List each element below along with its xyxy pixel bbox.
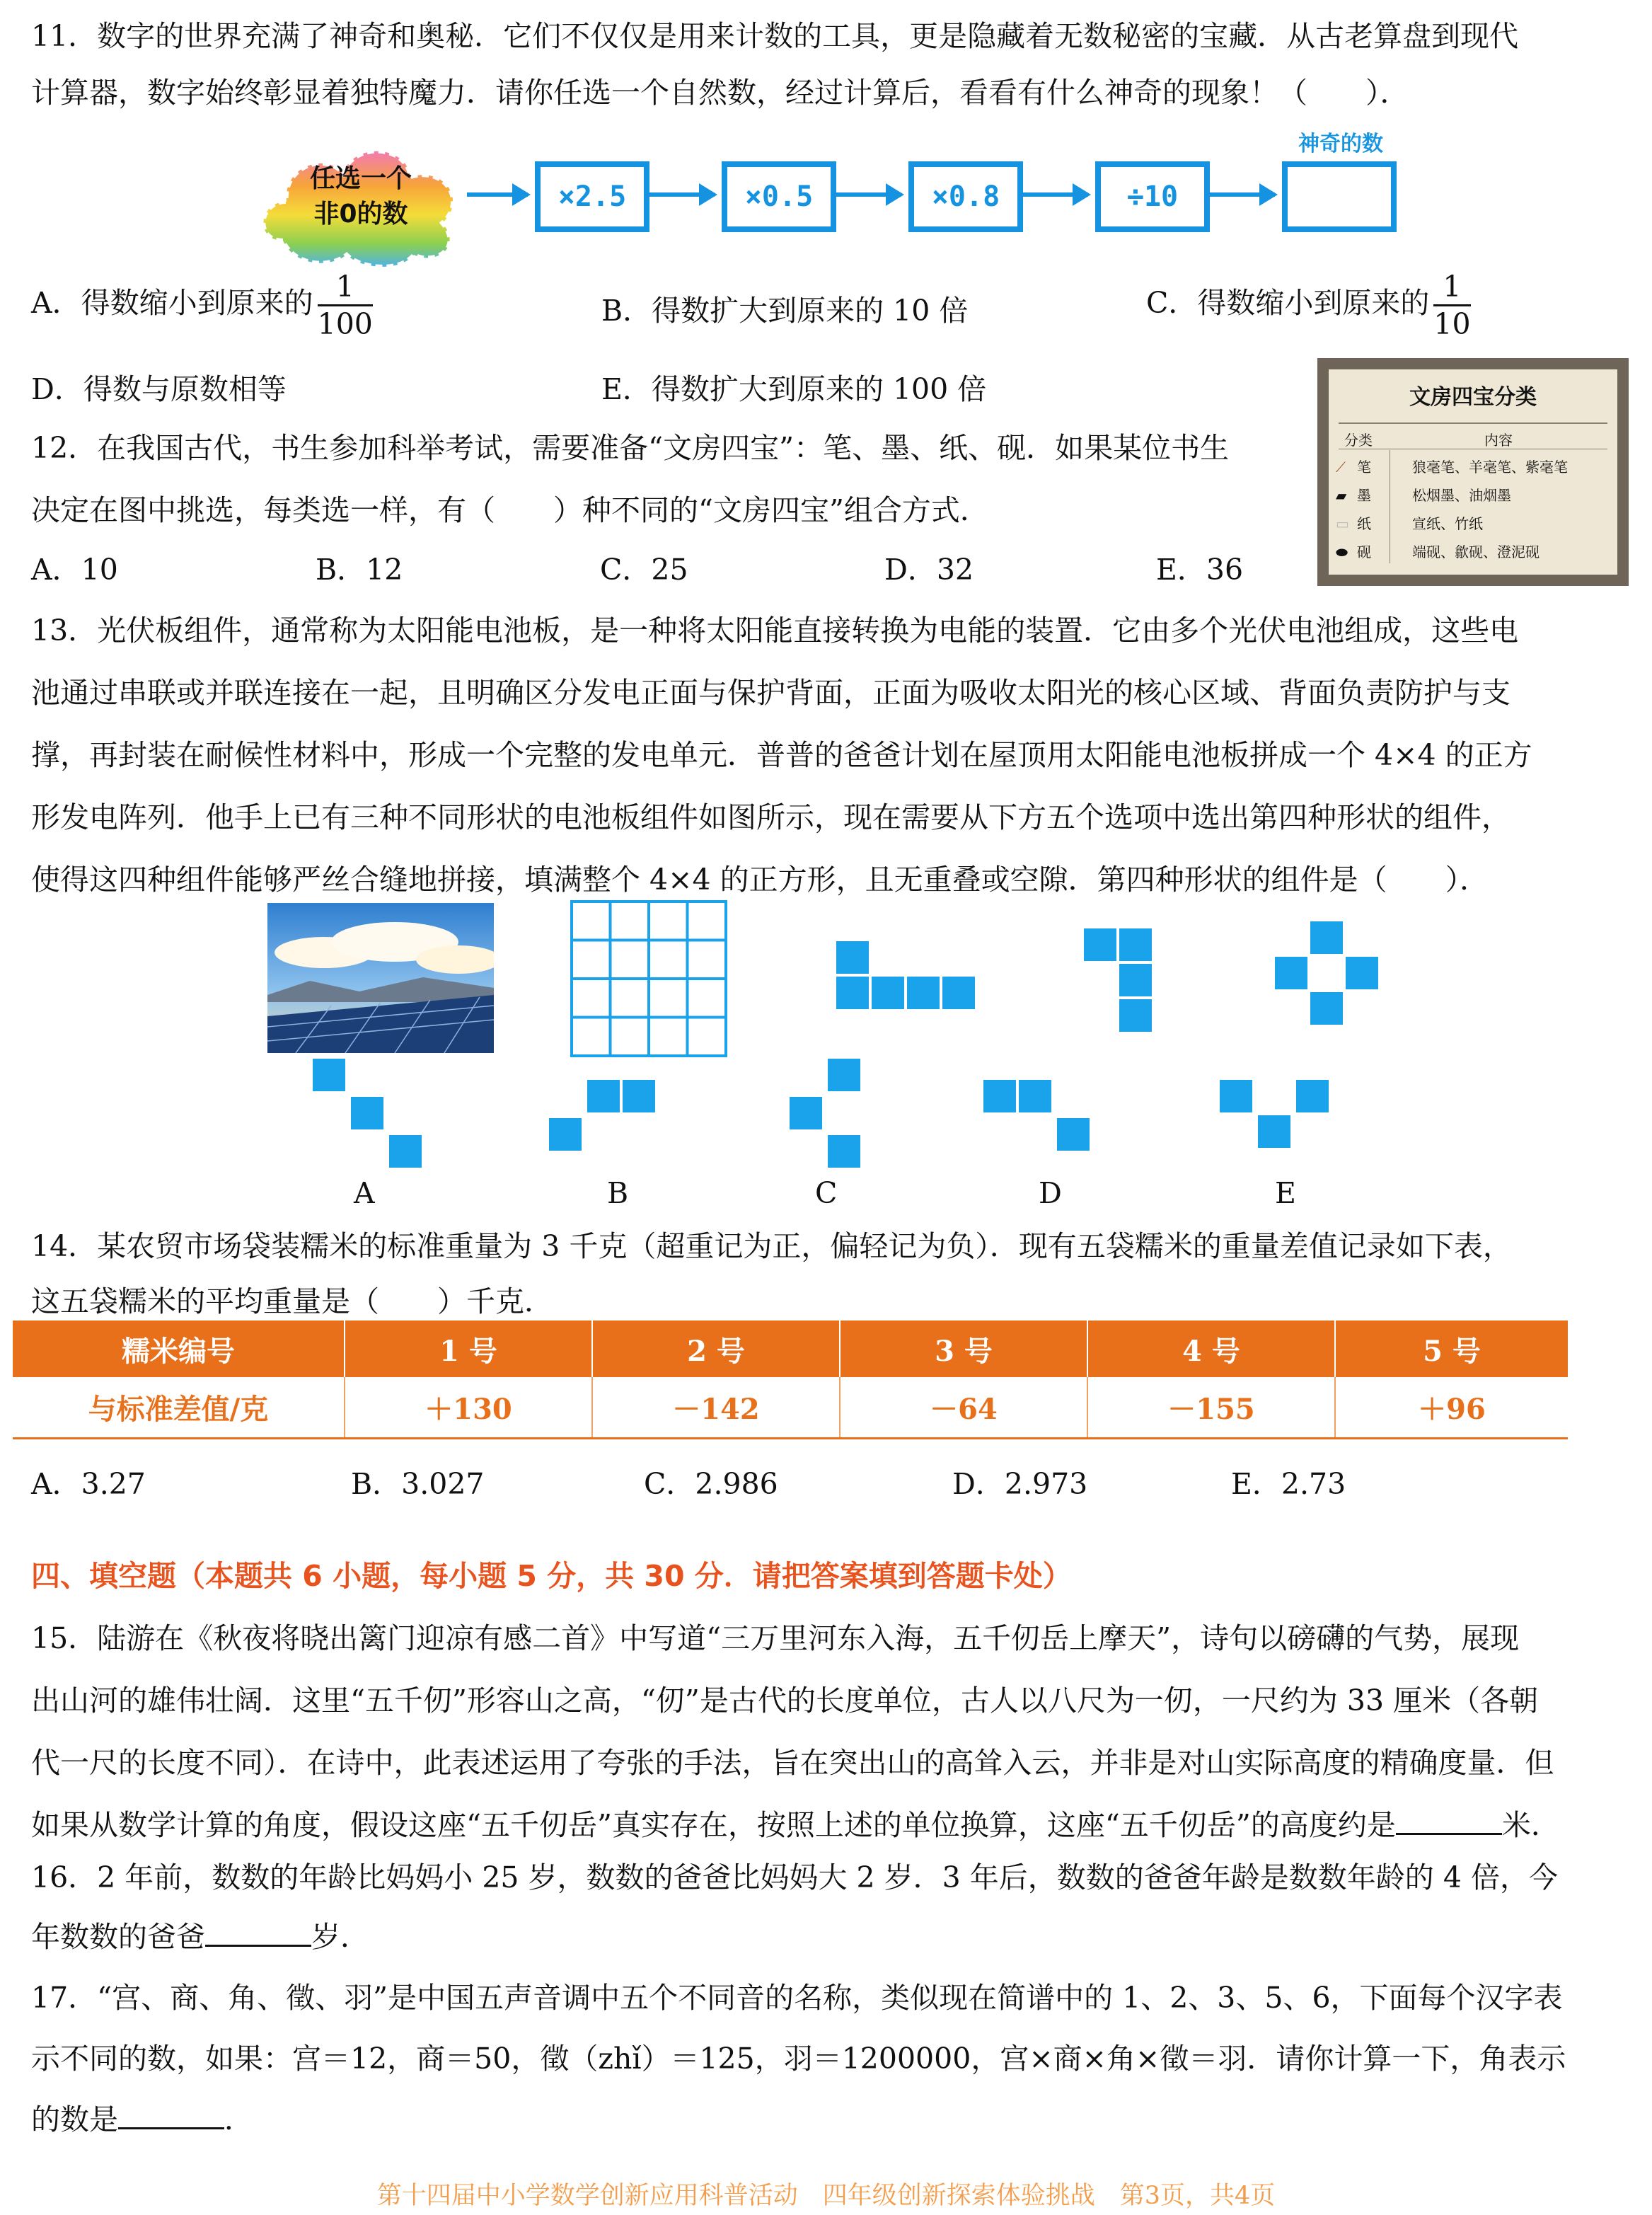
q14-option-c: C．2.986	[644, 1467, 778, 1501]
op-box-3: ×0.8	[908, 161, 1023, 232]
q12-option-d: D．32	[884, 553, 974, 587]
q11-option-c-text: C．得数缩小到原来的	[1146, 286, 1430, 320]
answer-blank[interactable]	[1396, 1807, 1502, 1835]
cloud-text-1: 任选一个	[309, 164, 412, 193]
table-header-cell: 5 号	[1423, 1334, 1481, 1368]
q11-option-a	[31, 269, 373, 342]
answer-blank[interactable]	[118, 2102, 224, 2129]
flow-arrow	[467, 192, 528, 197]
table-header-cell: 2 号	[592, 1321, 840, 1377]
card-title: 文房四宝分类	[1409, 385, 1537, 410]
q17-text-line2: 示不同的数，如果：宫＝12，商＝50，徵（zhǐ）＝125，羽＝1200000，宫×商×角×徵＝羽．请你计算一下，角表示	[31, 2042, 1566, 2076]
result-box	[1282, 161, 1397, 232]
option-shape-d[interactable]	[982, 1078, 1098, 1152]
q11-option-d: D．得数与原数相等	[31, 372, 287, 406]
option-label-a: A	[354, 1176, 375, 1210]
flow-arrow	[1023, 192, 1088, 197]
option-shape-e[interactable]	[1218, 1078, 1334, 1152]
q16-text-prefix: 年数数的爸爸	[31, 1920, 205, 1954]
card-row-ink	[1336, 484, 1511, 505]
q17-text-line3	[31, 2096, 253, 2138]
option-shape-b[interactable]	[548, 1078, 657, 1152]
given-piece-j	[1082, 927, 1156, 1036]
card-row-inkstone	[1336, 541, 1540, 561]
table-header-row	[13, 1321, 1568, 1377]
q13-text-line: 池通过串联或并联连接在一起，且明确区分发电正面与保护背面，正面为吸收太阳光的核心区域、背面负责防护与支	[31, 676, 1511, 710]
inkstone-icon: ⬬	[1336, 543, 1348, 560]
q13-text-line: 撑，再封装在耐候性材料中，形成一个完整的发电单元．普普的爸爸计划在屋顶用太阳能电池板拼成一个 4×4 的正方	[31, 738, 1532, 772]
result-label: 神奇的数	[1298, 132, 1383, 156]
flow-arrow	[1210, 192, 1275, 197]
q14-text-line2: 这五袋糯米的平均重量是（ ）千克．	[31, 1284, 553, 1318]
q14-option-d: D．2.973	[952, 1467, 1088, 1501]
q12-text-line2: 决定在图中挑选，每类选一样，有（ ）种不同的“文房四宝”组合方式．	[31, 493, 989, 527]
card-row-category: 纸	[1357, 515, 1371, 532]
option-label-b: B	[607, 1176, 629, 1210]
section-title: 四、填空题（本题共 6 小题，每小题 5 分，共 30 分．请把答案填到答题卡处）	[31, 1559, 1072, 1593]
fraction	[1433, 269, 1470, 342]
q11-option-e: E．得数扩大到原来的 100 倍	[601, 372, 987, 406]
fraction-numerator: 1	[1433, 269, 1470, 306]
table-header-cell: 3 号	[840, 1321, 1087, 1377]
card-row-brush	[1336, 456, 1568, 476]
fraction-denominator: 100	[317, 307, 373, 341]
card-row-content: 宣纸、竹纸	[1412, 515, 1483, 532]
flow-arrow	[649, 192, 715, 197]
table-cell: －155	[1087, 1377, 1335, 1438]
given-piece-l	[835, 940, 979, 1013]
option-shape-a[interactable]	[311, 1057, 420, 1170]
q13-text-line: 形发电阵列．他手上已有三种不同形状的电池板组件如图所示，现在需要从下方五个选项中选出第四种形状的组件，	[31, 800, 1511, 834]
q13-text-line: 13．光伏板组件，通常称为太阳能电池板，是一种将太阳能直接转换为电能的装置．它由多个光伏电池组成，这些电	[31, 614, 1519, 648]
card-col-content: 内容	[1484, 432, 1513, 449]
op-box-2: ×0.5	[722, 161, 836, 232]
q16-text-line1: 16．2 年前，数数的年龄比妈妈小 25 岁，数数的爸爸比妈妈大 2 岁．3 年后，数数的爸爸年龄是数数年龄的 4 倍，今	[31, 1860, 1558, 1894]
q15-text-prefix: 如果从数学计算的角度，假设这座“五千仞岳”真实存在，按照上述的单位换算，这座“五千仞岳”的高度约是	[31, 1808, 1396, 1842]
q11-text-line1: 11．数字的世界充满了神奇和奥秘．它们不仅仅是用来计数的工具，更是隐藏着无数秘密的宝藏．从古老算盘到现代	[31, 19, 1519, 53]
q16-text-suffix: 岁．	[311, 1920, 369, 1954]
q14-text-line1: 14．某农贸市场袋装糯米的标准重量为 3 千克（超重记为正，偏轻记为负）．现有五袋糯米的重量差值记录如下表，	[31, 1229, 1512, 1263]
option-label-c: C	[815, 1176, 838, 1210]
q14-option-a: A．3.27	[31, 1467, 146, 1501]
q17-text-suffix: ．	[224, 2102, 253, 2136]
q13-text-line: 使得这四种组件能够严丝合缝地拼接，填满整个 4×4 的正方形，且无重叠或空隙．第四种形状的组件是（ ）．	[31, 863, 1489, 897]
fraction	[318, 269, 373, 342]
q15-text-line: 代一尺的长度不同）．在诗中，此表述运用了夸张的手法，旨在突出山的高耸入云，并非是对山实际高度的精确度量．但	[31, 1746, 1554, 1780]
paper-icon: ▭	[1336, 515, 1349, 532]
rainbow-cloud	[255, 134, 467, 269]
card-col-category: 分类	[1344, 432, 1373, 449]
q11-option-a-text: A．得数缩小到原来的	[31, 286, 313, 320]
fraction-denominator: 10	[1433, 307, 1471, 341]
flow-arrow	[836, 192, 901, 197]
given-piece-ring	[1273, 920, 1382, 1029]
table-header-cell: 4 号	[1087, 1321, 1335, 1377]
q14-option-b: B．3.027	[351, 1467, 485, 1501]
table-row	[13, 1377, 1568, 1438]
table-header-cell: 糯米编号	[13, 1321, 345, 1377]
page-footer: 第十四届中小学数学创新应用科普活动 四年级创新探索体验挑战 第3页，共4页	[376, 2182, 1276, 2210]
card-row-category: 墨	[1357, 487, 1371, 504]
brush-icon: ⟋	[1336, 459, 1346, 476]
option-shape-c[interactable]	[788, 1057, 862, 1170]
answer-blank[interactable]	[205, 1919, 311, 1947]
table-cell: －64	[840, 1377, 1087, 1438]
q14-option-e: E．2.73	[1231, 1467, 1346, 1501]
card-row-category: 笔	[1357, 459, 1371, 476]
table-cell: －142	[592, 1377, 840, 1438]
q15-text-line: 15．陆游在《秋夜将晓出篱门迎凉有感二首》中写道“三万里河东入海，五千仞岳上摩天”，诗句以磅礴的气势，展现	[31, 1621, 1520, 1655]
table-header-cell: 1 号	[345, 1321, 592, 1377]
q15-text-line: 出山河的雄伟壮阔．这里“五千仞”形容山之高，“仞”是古代的长度单位，古人以八尺为一仞，一尺约为 33 厘米（各朝	[31, 1684, 1539, 1718]
card-row-content: 松烟墨、油烟墨	[1412, 487, 1511, 504]
card-row-content: 狼毫笔、羊毫笔、紫毫笔	[1412, 459, 1568, 476]
table-cell: 与标准差值/克	[13, 1377, 345, 1438]
op-box-4: ÷10	[1095, 161, 1210, 232]
op-box-1: ×2.5	[535, 161, 649, 232]
table-cell: ＋96	[1418, 1392, 1486, 1426]
option-label-e: E	[1275, 1176, 1296, 1210]
four-by-four-grid	[570, 900, 727, 1057]
fraction-numerator: 1	[318, 269, 373, 306]
cloud-text-2: 非0的数	[313, 200, 408, 229]
q15-text-line-last	[31, 1802, 1560, 1843]
q15-text-suffix: 米．	[1501, 1808, 1560, 1842]
q17-text-prefix: 的数是	[31, 2102, 118, 2136]
q12-option-e: E．36	[1156, 553, 1244, 587]
q11-option-c	[1146, 269, 1471, 342]
q12-option-a: A．10	[31, 553, 118, 587]
ink-icon: ▰	[1336, 487, 1347, 504]
q12-text-line1: 12．在我国古代，书生参加科举考试，需要准备“文房四宝”：笔、墨、纸、砚．如果某位书生	[31, 431, 1230, 465]
stationery-card	[1317, 358, 1629, 586]
option-label-d: D	[1039, 1176, 1062, 1210]
card-row-paper	[1336, 512, 1483, 533]
q16-text-line2	[31, 1914, 369, 1955]
card-row-content: 端砚、歙砚、澄泥砚	[1412, 543, 1540, 560]
q12-option-c: C．25	[600, 553, 688, 587]
card-row-category: 砚	[1357, 543, 1371, 560]
q11-text-line2: 计算器，数字始终彰显着独特魔力．请你任选一个自然数，经过计算后，看看有什么神奇的现象！（ ）．	[31, 76, 1409, 110]
table-cell: ＋130	[345, 1377, 592, 1438]
q12-option-b: B．12	[316, 553, 403, 587]
q17-text-line1: 17．“宫、商、角、徵、羽”是中国五声音调中五个不同音的名称，类似现在简谱中的 1、2、3、5、6，下面每个汉字表	[31, 1981, 1563, 2015]
q11-option-b: B．得数扩大到原来的 10 倍	[601, 294, 969, 328]
solar-panel-photo	[267, 903, 494, 1053]
rice-weight-table	[13, 1321, 1568, 1439]
